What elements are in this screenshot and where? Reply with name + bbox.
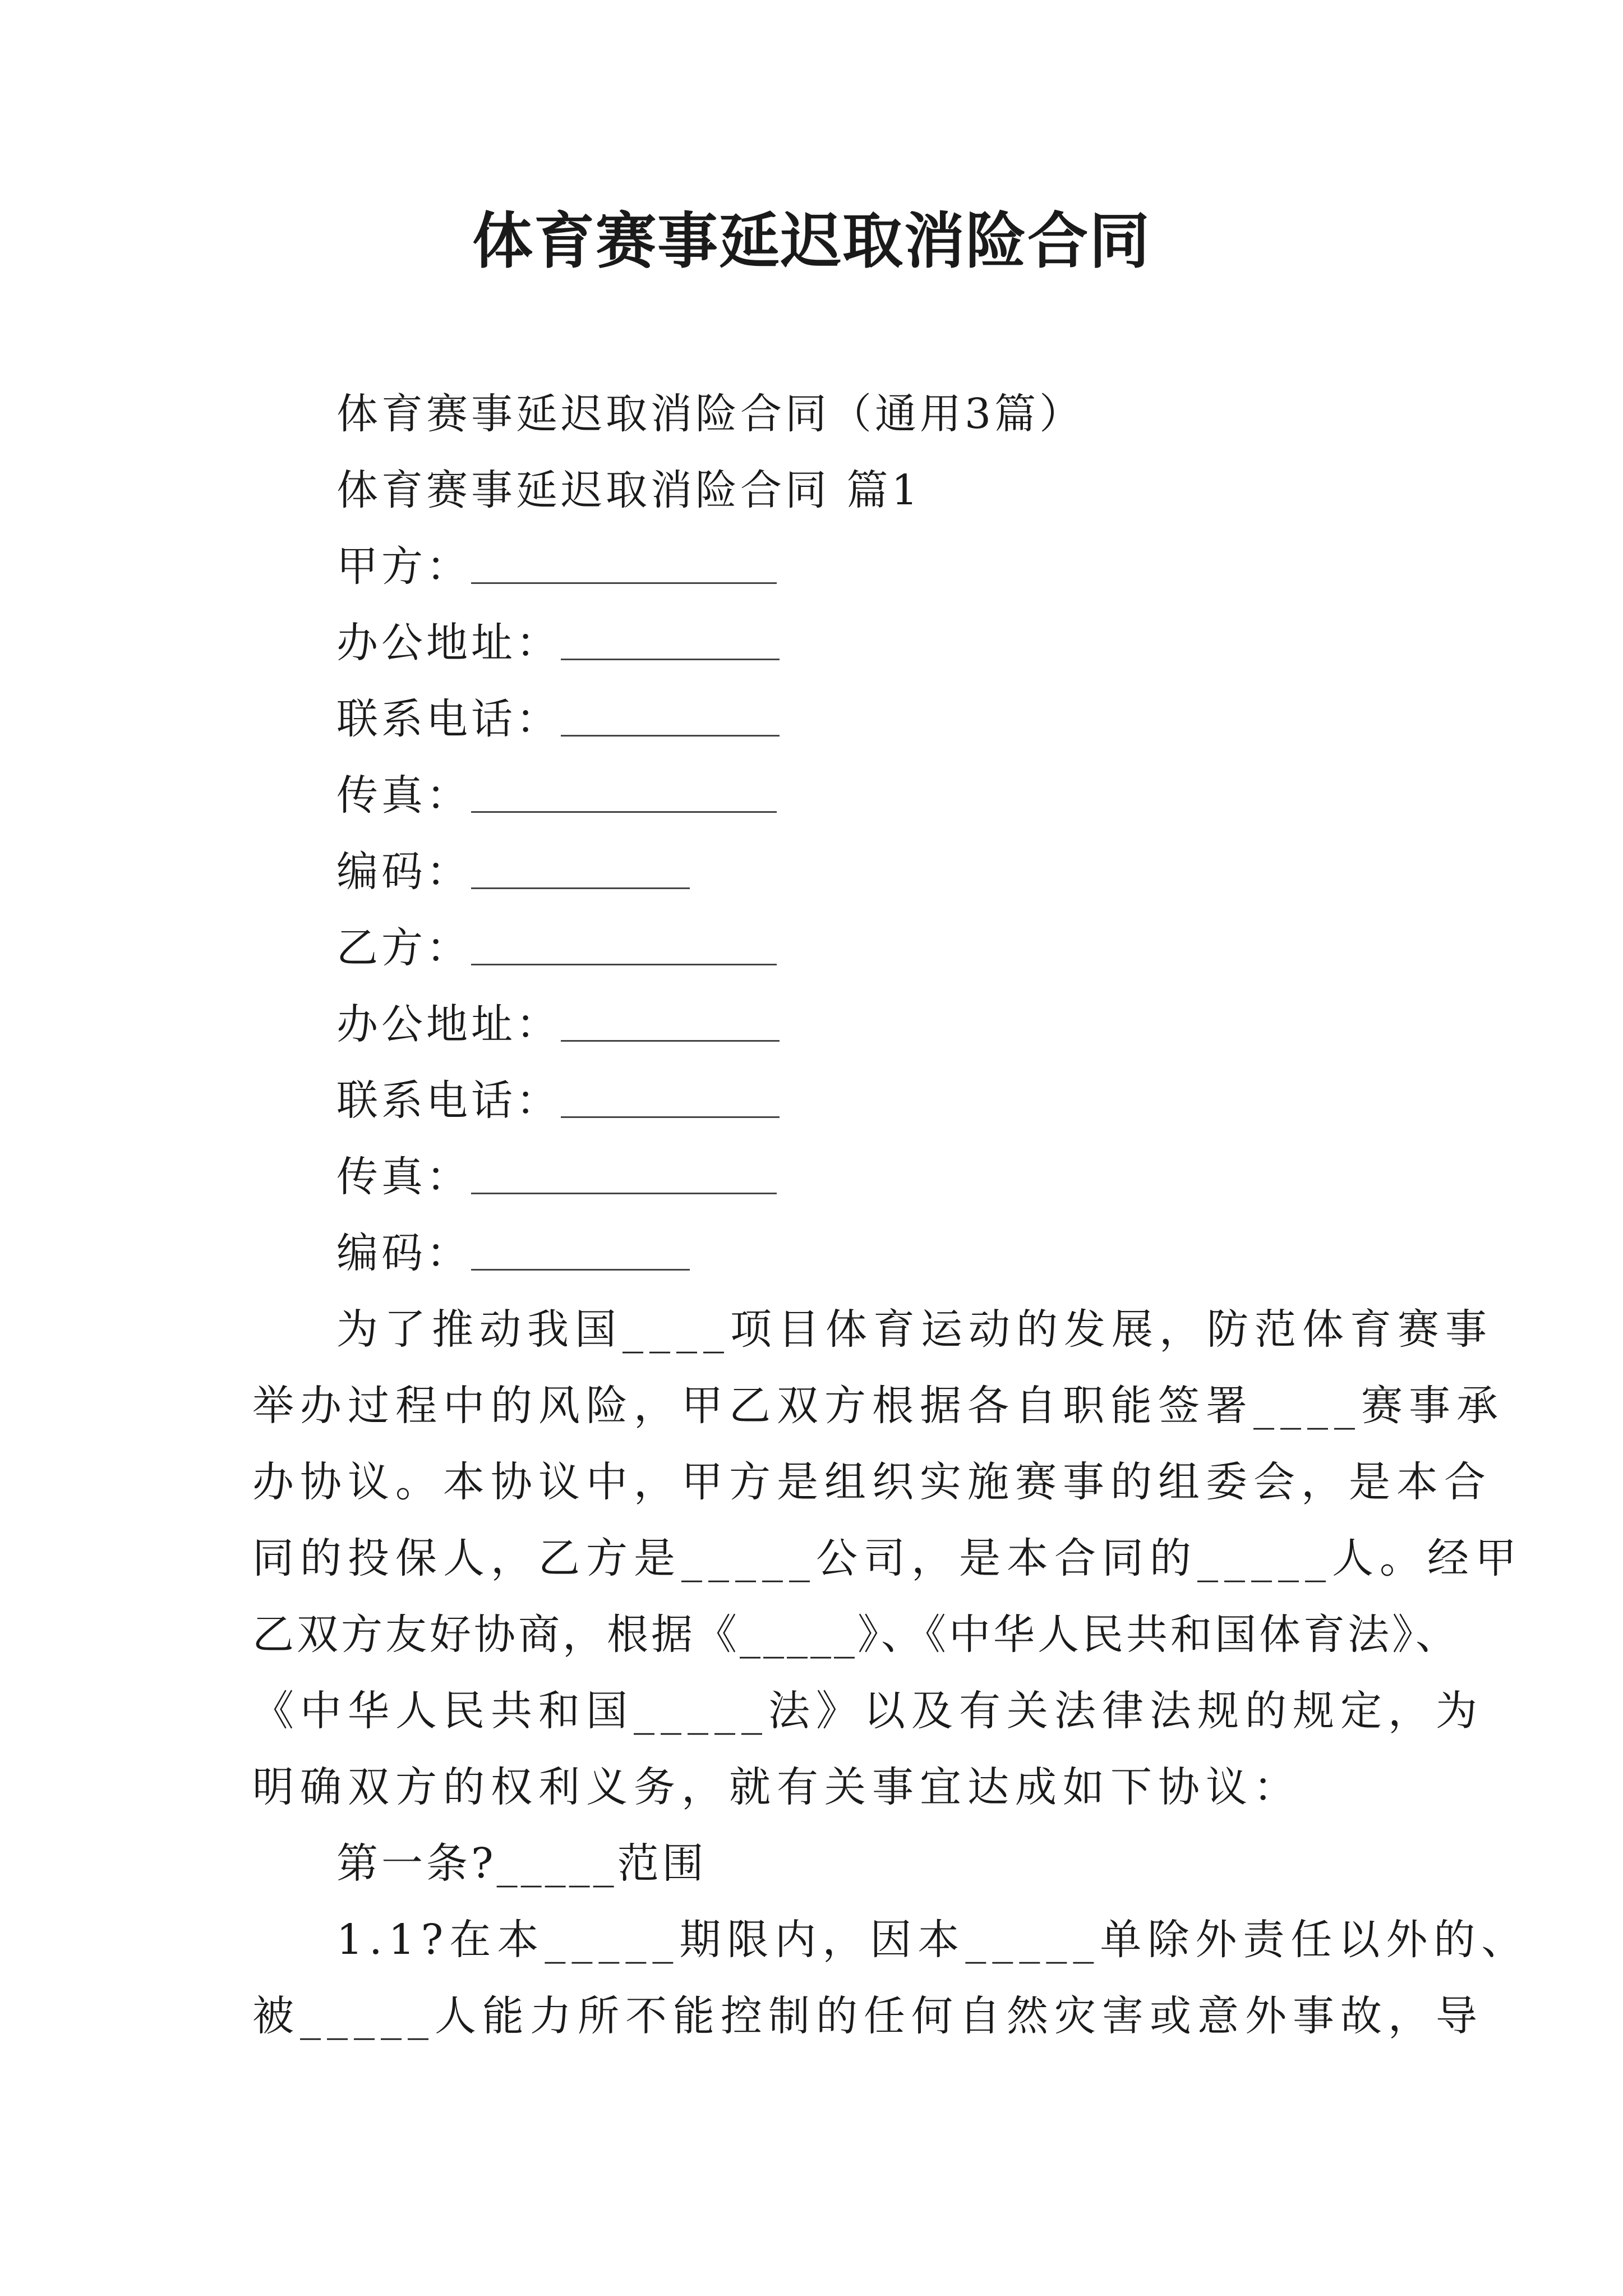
paragraph-line: 明确双方的权利义务，就有关事宜达成如下协议： [252, 1763, 1301, 1811]
party-b-code-label: 编码： [336, 1229, 471, 1277]
party-a-phone-label: 联系电话： [336, 695, 561, 743]
party-b-code-row [252, 1215, 1430, 1291]
party-a-address-blank [561, 625, 780, 660]
party-a-address-row [252, 605, 1430, 681]
paragraph-line: 乙双方友好协商，根据《_____》、《中华人民共和国体育法》、 [252, 1611, 1460, 1659]
clause-1-1 [252, 1902, 1529, 2054]
party-a-code-label: 编码： [336, 848, 471, 896]
party-a-fax-row [252, 757, 1430, 834]
clause-line: 被_____人能力所不能控制的任何自然灾害或意外事故，导 [252, 1992, 1483, 2040]
document-subtitle: 体育赛事延迟取消险合同（通用3篇） [336, 390, 1085, 438]
paragraph-line: 同的投保人，乙方是_____公司，是本合同的_____人。经甲 [252, 1534, 1523, 1582]
article-1-heading: 第一条?_____范围 [336, 1839, 707, 1888]
party-a-blank [471, 549, 777, 584]
party-a-row [252, 528, 1430, 605]
paragraph-line: 办协议。本协议中，甲方是组织实施赛事的组委会，是本合 [252, 1458, 1492, 1506]
party-b-blank [471, 930, 777, 965]
party-a-fax-blank [471, 777, 777, 813]
clause-line: 1.1?在本_____期限内，因本_____单除外责任以外的、 [336, 1916, 1529, 1964]
party-a-code-row [252, 834, 1430, 910]
preamble-paragraph [252, 1291, 1523, 1825]
party-b-row [252, 910, 1430, 986]
paragraph-line: 《中华人民共和国_____法》以及有关法律法规的规定，为 [252, 1687, 1483, 1735]
party-b-label: 乙方： [336, 924, 471, 972]
party-b-fax-row [252, 1139, 1430, 1215]
party-a-address-label: 办公地址： [336, 619, 561, 667]
party-b-address-row [252, 986, 1430, 1062]
document-title: 体育赛事延迟取消险合同 [472, 206, 1151, 277]
party-a-label: 甲方： [336, 542, 471, 591]
party-a-phone-blank [561, 701, 780, 737]
party-b-address-blank [561, 1006, 780, 1042]
party-b-phone-blank [561, 1083, 780, 1118]
party-b-fax-blank [471, 1159, 777, 1194]
paragraph-line: 为了推动我国____项目体育运动的发展，防范体育赛事 [336, 1305, 1493, 1354]
party-a-code-blank [471, 854, 690, 889]
paragraph-line: 举办过程中的风险，甲乙双方根据各自职能签署____赛事承 [252, 1382, 1504, 1430]
party-b-fax-label: 传真： [336, 1153, 471, 1201]
party-a-fax-label: 传真： [336, 771, 471, 820]
party-b-address-label: 办公地址： [336, 1000, 561, 1048]
section-heading: 体育赛事延迟取消险合同 篇1 [336, 466, 921, 514]
party-b-code-blank [471, 1235, 690, 1271]
party-b-phone-label: 联系电话： [336, 1076, 561, 1125]
party-a-phone-row [252, 681, 1430, 757]
document-body [252, 376, 1529, 2054]
party-b-phone-row [252, 1062, 1430, 1139]
